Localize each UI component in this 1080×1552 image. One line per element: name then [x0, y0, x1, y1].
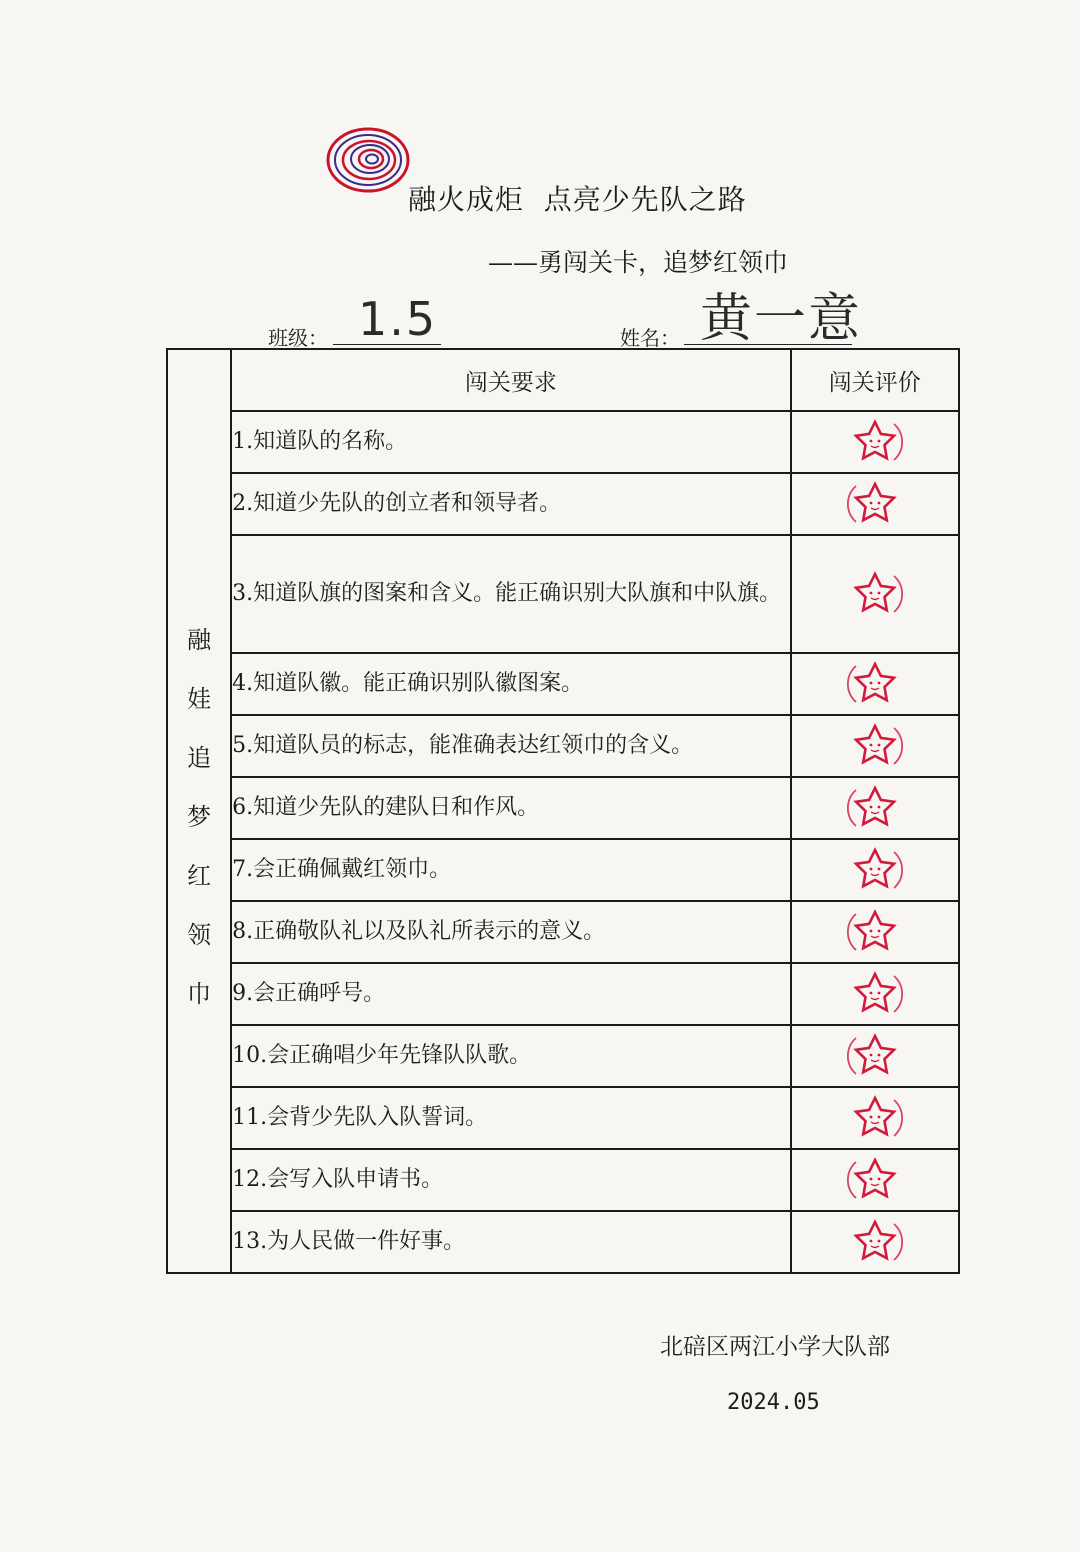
star-stamp-icon	[844, 656, 906, 712]
star-stamp-icon	[844, 1090, 906, 1146]
table-row	[167, 839, 959, 901]
star-stamp-icon	[844, 904, 906, 960]
star-stamp-icon	[844, 1214, 906, 1270]
table-row	[167, 535, 959, 653]
table-row	[167, 1087, 959, 1149]
footer-organization: 北碚区两江小学大队部	[660, 1334, 890, 1360]
star-stamp-icon	[844, 1028, 906, 1084]
table-row	[167, 1211, 959, 1273]
requirement-text: 6.知道少先队的建队日和作风。	[231, 777, 790, 839]
requirement-text: 7.会正确佩戴红领巾。	[231, 839, 790, 901]
requirement-text: 10.会正确唱少年先锋队队歌。	[231, 1025, 790, 1087]
table-row	[167, 653, 959, 715]
side-title: 融娃追梦红领巾	[187, 625, 212, 1008]
star-stamp-icon	[844, 780, 906, 836]
requirement-text: 13.为人民做一件好事。	[231, 1211, 790, 1273]
class-label: 班级：	[268, 326, 328, 350]
evaluation-cell	[791, 535, 959, 653]
star-stamp-icon	[844, 1152, 906, 1208]
column-header-evaluation: 闯关评价	[791, 349, 959, 411]
table-row	[167, 777, 959, 839]
requirement-text: 1.知道队的名称。	[231, 411, 790, 473]
star-stamp-icon	[844, 718, 906, 774]
name-value-handwritten: 黄一意	[700, 289, 863, 349]
evaluation-cell	[791, 411, 959, 473]
requirement-text: 9.会正确呼号。	[231, 963, 790, 1025]
evaluation-cell	[791, 473, 959, 535]
requirement-text: 11.会背少先队入队誓词。	[231, 1087, 790, 1149]
star-stamp-icon	[844, 414, 906, 470]
star-stamp-icon	[844, 476, 906, 532]
name-label: 姓名：	[620, 326, 680, 350]
evaluation-cell	[791, 1025, 959, 1087]
evaluation-cell	[791, 777, 959, 839]
evaluation-cell	[791, 901, 959, 963]
requirement-text: 5.知道队员的标志，能准确表达红领巾的含义。	[231, 715, 790, 777]
class-value-handwritten: 1.5	[358, 292, 438, 346]
table-row	[167, 901, 959, 963]
table-row	[167, 1025, 959, 1087]
column-header-requirement: 闯关要求	[231, 349, 790, 411]
requirement-text: 3.知道队旗的图案和含义。能正确识别大队旗和中队旗。	[231, 535, 790, 653]
evaluation-cell	[791, 839, 959, 901]
table-row	[167, 1149, 959, 1211]
requirement-text: 12.会写入队申请书。	[231, 1149, 790, 1211]
star-stamp-icon	[844, 842, 906, 898]
evaluation-cell	[791, 1149, 959, 1211]
evaluation-cell	[791, 653, 959, 715]
table-row	[167, 715, 959, 777]
star-stamp-icon	[844, 966, 906, 1022]
requirement-text: 8.正确敬队礼以及队礼所表示的意义。	[231, 901, 790, 963]
table-row	[167, 411, 959, 473]
requirement-text: 4.知道队徽。能正确识别队徽图案。	[231, 653, 790, 715]
table-row	[167, 473, 959, 535]
requirement-text: 2.知道少先队的创立者和领导者。	[231, 473, 790, 535]
table-row	[167, 963, 959, 1025]
evaluation-cell	[791, 963, 959, 1025]
footer-date: 2024.05	[727, 1390, 820, 1415]
evaluation-cell	[791, 1087, 959, 1149]
evaluation-cell	[791, 715, 959, 777]
evaluation-cell	[791, 1211, 959, 1273]
side-title-cell	[167, 349, 231, 1273]
spiral-logo-icon	[326, 127, 410, 193]
page-subtitle: ——勇闯关卡，追梦红领巾	[488, 248, 789, 277]
checklist-table	[166, 348, 960, 1252]
star-stamp-icon	[844, 566, 906, 622]
page-title: 融火成炬 点亮少先队之路	[408, 183, 747, 216]
